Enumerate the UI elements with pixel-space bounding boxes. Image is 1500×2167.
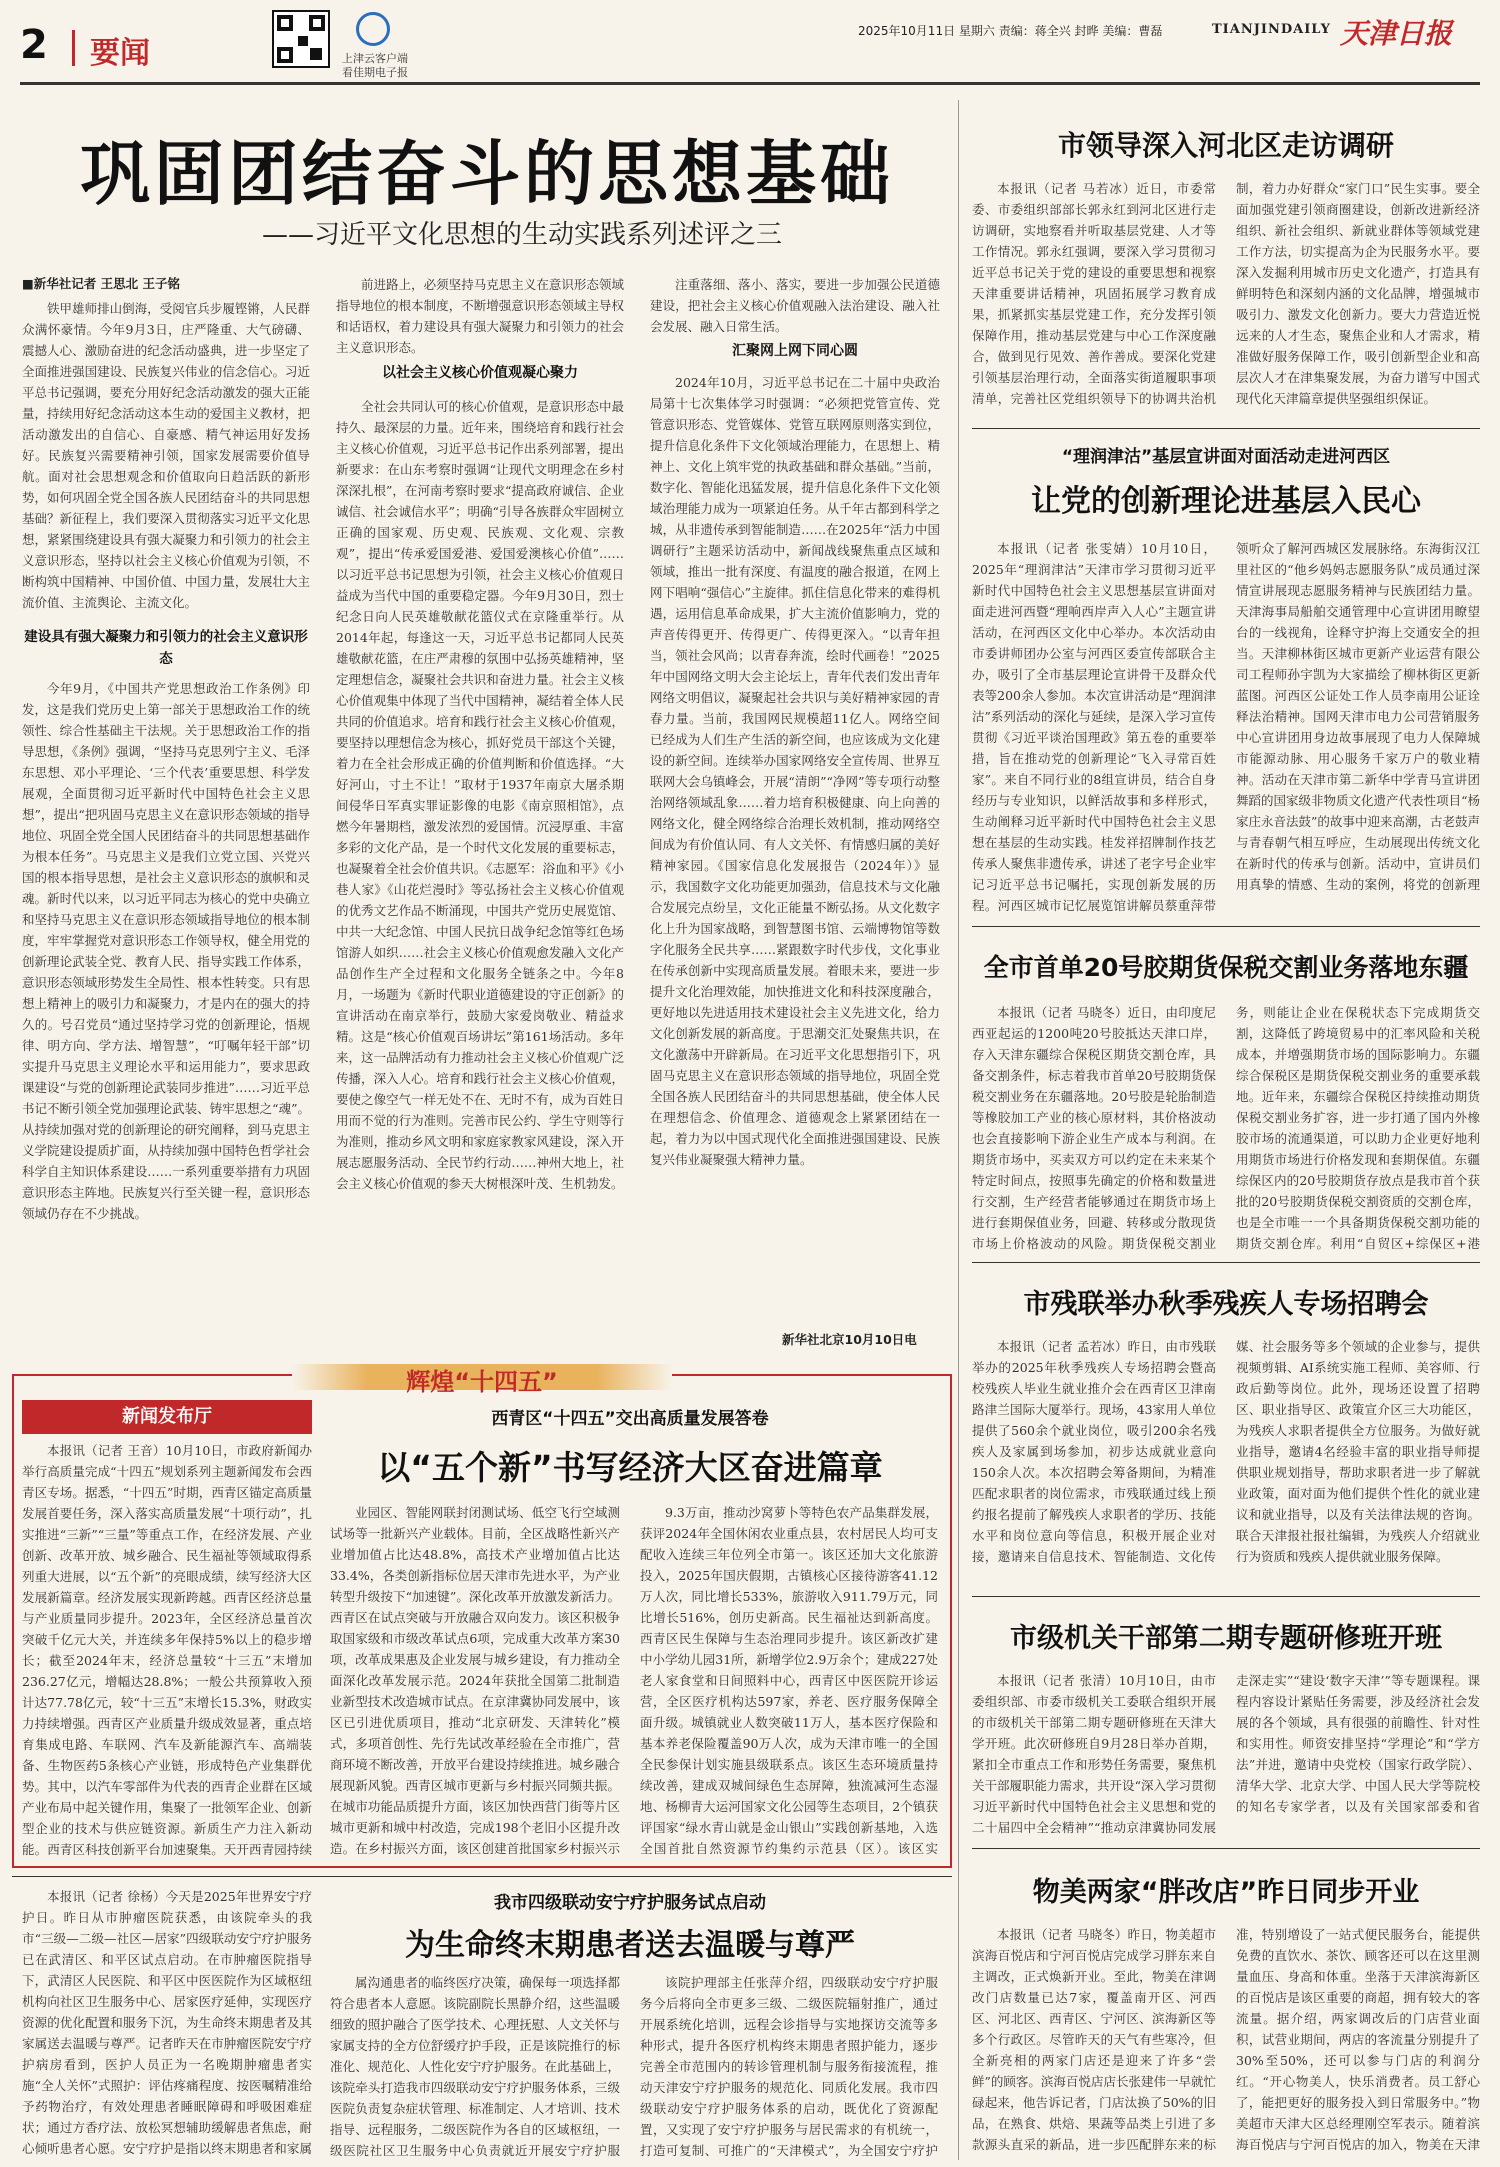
r7-col-3 (640, 1502, 938, 1860)
r7-col-2 (330, 1502, 620, 1860)
masthead-rule (20, 82, 1480, 85)
lead-dateline: 新华社北京10月10日电 (782, 1332, 917, 1347)
lead-col-1 (22, 298, 310, 626)
r7-paragraph: 9.3万亩，推动沙窝萝卜等特色农产品集群发展，获评2024年全国休闲农业重点县，农村居民人均可支配收入连续三年位列全市第一。该区还加大文化旅游投入，2025年国庆假期，古镇核心区接待游客41.12万人次，同比增长533%，旅游收入911.79万元，同比增长516%，创历史新高。民生福祉达到新高度。西青区民生保障与生态治理同步提升。该区新改扩建中小学幼儿园31所，新增学位2.9万余个；建成227处老人家食堂和日间照料中心，西青区中医医院开诊运营，全区医疗机构达597家，养老、医疗服务保障全面升级。城镇就业人数突破11万人，基本医疗保险和基本养老保险覆盖90万人次，成为天津市唯一的全国全民参保计划实施县级联系点。该区生态环境质量持续改善，建成双城间绿色生态屏障，独流减河生态湿地、杨柳青大运河国家文化公园等生态项目，2个镇获评国家“绿水青山就是金山银山”实践创新基地，入选全国首批自然资源节约集约示范县（区）。该区实 (640, 1505, 938, 1856)
r7-label: 新闻发布厅 (22, 1400, 312, 1434)
r1-paragraph: 本报讯（记者 马若冰）近日，市委常委、市委组织部部长郭永红到河北区进行走访调研，实地察看并听取基层党建、人才等工作情况。郭永红强调，要深入学习贯彻习近平总书记关于党的建设的重要思想和视察天津重要讲话精神，巩固拓展学习教育成果，抓紧抓实基层党建工作，充分发挥引领保障作用，推动基层党建与中心工作深度融合，做到见行见效、善作善成。要深化党建引领基层治理行动，全面落实街道履职事项清单，完善社区党组织领导下的协调共治机制，着力办好群众“家门口”民生实事。要全面加强党建引领商圈建设，创新改进新经济组织、新社会组织、新就业群体等领域党建工作方法，切实提高为企为民服务水平。要深入发掘利用城市历史文化遗产，打造具有鲜明特色和深刻内涵的文化品牌，增强城市吸引力、激发文化创新力。要大力营造近悦远来的人才生态，聚焦企业和人才需求，精准做好服务保障工作，吸引创新型企业和高层次人才在津集聚发展，为奋力谱写中国式现代化天津篇章提供坚强组织保证。 (972, 181, 1480, 406)
lead-subtitle: ——习近平文化思想的生动实践系列述评之三 (262, 220, 783, 250)
r1-title: 市领导深入河北区走访调研 (1057, 129, 1394, 162)
r2-paragraph: 本报讯（记者 张雯婧）10月10日，2025年“理润津沽”天津市学习贯彻习近平新时代中国特色社会主义思想基层宣讲面对面走进河西暨“理响西岸声入人心”主题宣讲活动，在河西区文化中心举办。本次活动由市委讲师团办公室与河西区委宣传部联合主办，吸引了全市基层理论宣讲骨干及群众代表等200余人参加。本次宣讲活动是“理润津沽”系列活动的深化与延续，是深入学习宣传贯彻《习近平谈治国理政》第五卷的重要举措，旨在推动党的创新理论“飞入寻常百姓家”。来自不同行业的8组宣讲员，结合自身经历与专业知识，以鲜活故事和多样形式，生动阐释习近平新时代中国特色社会主义思想在基层的生动实践。桂发祥招牌制作技艺传承人聚焦非遗传承，讲述了老字号企业牢记习近平总书记嘱托，实现创新发展的历程。河西区城市记忆展览馆讲解员蔡重萍带领听众了解河西城区发展脉络。东海街汉江里社区的“他乡妈妈志愿服务队”成员通过深情宣讲展现志愿服务精神与民族团结力量。天津海事局船舶交通管理中心宣讲团用瞭望台的一线视角，诠释守护海上交通安全的担当。天津柳林街区城市更新产业运营有限公司工程师孙宇凯为大家描绘了柳林街区更新蓝图。河西区公证处工作人员李南用公证诠释法治精神。国网天津市电力公司营销服务中心宣讲团用身边故事展现了电力人保障城市能源动脉、用心服务千家万户的敬业精神。活动在天津市第二新华中学青马宣讲团舞蹈的国家级非物质文化遗产代表性项目“杨家庄永音法鼓”的故事中迎来高潮，古老鼓声与青春朝气相互呼应，生动展现出传统文化在新时代的传承与创新。活动中，宣讲员们用真挚的情感、生动的案例，将党的创新理 (972, 541, 1480, 913)
r2-kicker: “理润津沽”基层宣讲面对面活动走进河西区 (1061, 447, 1391, 467)
r6-title: 物美两家“胖改店”昨日同步开业 (1032, 1877, 1420, 1908)
lead-paragraph: 全社会共同认可的核心价值观，是意识形态中最持久、最深层的力量。近年来，围绕培育和践行社会主义核心价值观，习近平总书记作出系列部署，提出新要求：在山东考察时强调“让现代文明理念在乡村深深扎根”，在河南考察时要求“提高政府诚信、企业诚信、社会诚信水平”；明确“引导各族群众牢固树立正确的国家观、历史观、民族观、文化观、宗教观”，提出“传承爱国爱港、爱国爱澳核心价值”……以习近平总书记思想为引领，社会主义核心价值观日益成为当代中国的重要稳定器。今年9月30日，烈士纪念日向人民英雄敬献花篮仪式在京隆重举行。从2014年起，每逢这一天，习近平总书记都同人民英雄敬献花篮，在庄严肃穆的氛围中弘扬英雄精神，坚定理想信念，凝聚社会共识和奋进力量。社会主义核心价值观集中体现了当代中国精神，凝结着全体人民共同的价值追求。培育和践行社会主义核心价值观，要坚持以理想信念为核心，抓好党员干部这个关键，着力在全社会形成正确的价值判断和价值选择。“大好河山，寸土不让！”取材于1937年南京大屠杀期间侵华日军真实罪证影像的电影《南京照相馆》，点燃今年暑期档，激发浓烈的爱国情。沉浸厚重、丰富多彩的文化产品，是一个时代文化发展的重要标志，也凝聚着全社会价值共识。《志愿军：浴血和平》《小巷人家》《山花烂漫时》等弘扬社会主义核心价值观的优秀文艺作品不断涌现，中国共产党历史展览馆、中共一大纪念馆、中国人民抗日战争纪念馆等红色场馆游人如织……社会主义核心价值观愈发融入文化产品创作生产全过程和文化服务全链条之中。今年8月，一场题为《新时代职业道德建设的守正创新》的宣讲活动在南京举行，鼓励大家爱岗敬业、精益求精。这是“核心价值观百场讲坛”第161场活动。多年来，这一品牌活动有力推动社会主义核心价值观广泛传播，深入人心。培育和践行社会主义核心价值观，要使之像空气一样无处不在、无时不有，成为百姓日用而不觉的行为准则。完善市民公约、学生守则等行为准则，推动乡风文明和家庭家教家风建设，深入开展志愿服务活动、全民节约行动……神州大地上，社会主义核心价值观的参天大树根深叶茂、生机勃发。 (336, 399, 624, 1191)
r6-paragraph: 本报讯（记者 马晓冬）昨日，物美超市滨海百悦店和宁河百悦店完成学习胖东来自主调改，正式焕新开业。至此，物美在津调改门店数量已达7家，覆盖南开区、河西区、河北区、西青区、宁河区、滨海新区等多个行政区。尽管昨天的天气有些寒冷，但全新亮相的两家门店还是迎来了许多“尝鲜”的顾客。滨海百悦店店长张建伟一早就忙碌起来，他告诉记者，门店汰换了50%的旧品，在熟食、烘焙、果蔬等品类上引进了多款源头直采的新品，进一步匹配胖东来的标准，特别增设了一站式便民服务台，能提供免费的直饮水、茶饮、顾客还可以在这里测量血压、身高和体重。坐落于天津滨海新区的百悦店是该区重要的商超，拥有较大的客流量。据介绍，两家调改后的门店营业面积，试营业期间，两店的客流量分别提升了30%至50%，还可以参与门店的利润分红。“开心物美人，快乐消费者。员工舒心了，能把更好的服务投入到日常服务中。”物美超市天津大区总经理刚空军表示。随着滨海百悦店与宁河百悦店的加入，物美在天津 (972, 1927, 1480, 2152)
qr-label-2: 看佳期电子报 (342, 66, 408, 79)
lead-col-3 (650, 274, 940, 337)
brand-cn: 天津日报 (1340, 17, 1453, 50)
lead-col-1b (22, 678, 310, 1350)
column-divider (958, 100, 959, 2160)
qr-code-icon (272, 10, 330, 68)
lead-paragraph: 2024年10月，习近平总书记在二十届中央政治局第十七次集体学习时强调：“必须把党管宣传、党管意识形态、党管媒体、党管互联网原则落实到位，提升信息化条件下文化领域治理能力，在思想上、精神上、文化上筑牢党的执政基础和群众基础。”当前，数字化、智能化迅猛发展，提升信息化条件下文化领域治理能力成为一项紧迫任务。从千年古都到科学之城，从非遗传承到智能制造……在2025年“活力中国调研行”主题采访活动中，新闻战线聚焦重点区域和领域，推出一批有深度、有温度的融合报道，在网上网下唱响“强信心”主旋律。抓住信息化带来的难得机遇，运用信息革命成果，扩大主流价值影响力，党的声音传得更开、传得更广、传得更深入。“以青年担当，领社会风尚；以青春奔流，绘时代画卷！”2025年中国网络文明大会主论坛上，青年代表们发出青年网络文明倡议，凝聚起社会共识与美好精神家园的青春力量。当前，我国网民规模超11亿人。网络空间已经成为人们生产生活的新空间，也应该成为文化建设的新空间。连续举办国家网络安全宣传周、世界互联网大会乌镇峰会，开展“清朗”“净网”等专项行动整治网络领域乱象……着力培育积极健康、向上向善的网络文化，健全网络综合治理长效机制，推动网络空间成为有价值认同、有人文关怀、有情感归属的美好精神家园。《国家信息化发展报告（2024年）》显示，我国数字文化功能更加强劲，信息技术与文化融合发展完点纷呈，文化正能量不断弘扬。从文化数字化上升为国家战略，到智慧图书馆、云端博物馆等数字化服务全民共享……紧跟数字时代步伐，文化事业在传承创新中实现高质量发展。着眼未来，要进一步提升文化治理效能，加快推进文化和科技深度融合，更好地以先进适用技术建设社会主义先进文化，给力文化创新发展的新高度。于思潮交汇处聚焦共识，在文化激荡中开辟新局。在习近平文化思想指引下，巩固马克思主义在意识形态领域的指导地位，巩固全党全国各族人民团结奋斗的共同思想基础，使全体人民在理想信念、价值理念、道德观念上紧紧团结在一起，着力为以中国式现代化全面推进强国建设、民族复兴伟业凝聚强大精神力量。 (650, 375, 940, 1167)
r4-body (972, 1336, 1480, 1588)
date-line: 2025年10月11日 星期六 责编：蒋全兴 封晔 美编：曹磊 (858, 24, 1163, 38)
lead-subhead-2: 以社会主义核心价值观凝心聚力 (382, 365, 578, 381)
r4-rule (972, 1596, 1480, 1597)
r8-col-3 (640, 1972, 938, 2158)
r2-body (972, 538, 1480, 916)
r7-paragraph: 本报讯（记者 王音）10月10日，市政府新闻办举行高质量完成“十四五”规划系列主题新闻发布会西青区专场。据悉，“十四五”时期，西青区锚定高质量发展首要任务，深入落实高质量发展“十项行动”，扎实推进“三新”“三量”等重点工作，在经济发展、产业创新、改革开放、城乡融合、民生福祉等领域取得系列重大进展，以“五个新”的亮眼成绩，续写经济大区发展新篇章。经济发展实现新跨越。西青区经济总量与产业质量同步提升。2023年，全区经济总量首次突破千亿元大关，并连续多年保持5%以上的稳步增长；截至2024年末，经济总量较“十三五”末增加236.27亿元，增幅达28.8%；一般公共预算收入预计达77.78亿元，较“十三五”末增长15.3%，财政实力持续增强。西青区产业质量升级成效显著，重点培育集成电路、车联网、汽车及新能源汽车、高端装备、生物医药5条核心产业链，形成特色产业集群优势。其中，以汽车零部件为代表的西青企业群在区域产业布局中起关键作用，集聚了一批领军企业、创新型企业的技术与供应链资源。新质生产力注入新动能。西青区科技创新平台加速聚集。天开西青园持续 (22, 1443, 312, 1857)
r8-kicker: 我市四级联动安宁疗护服务试点启动 (494, 1893, 766, 1913)
r3-title: 全市首单20号胶期货保税交割业务落地东疆 (983, 953, 1469, 982)
lead-title: 巩固团结奋斗的思想基础 (80, 133, 894, 215)
r7-kicker: 西青区“十四五”交出高质量发展答卷 (491, 1409, 769, 1429)
r8-paragraph: 属沟通患者的临终医疗决策，确保每一项选择都符合患者本人意愿。该院副院长黑静介绍，这些温暖细致的照护融合了医学技术、心理抚慰、人文关怀与家属支持的全方位舒缓疗护手段，正是该院推行的标准化、规范化、人性化安宁疗护服务。在此基础上，该院牵头打造我市四级联动安宁疗护服务体系，三级医院负责复杂症状管理、标准制定、人才培训、技术指导、远程服务，二级医院作为各自的区域枢纽，一级医院社区卫生服务中心负责就近开展安宁疗护服 (330, 1975, 620, 2158)
r4-title: 市残联举办秋季残疾人专场招聘会 (1023, 1289, 1429, 1320)
r8-title: 为生命终末期患者送去温暖与尊严 (405, 1928, 855, 1963)
r5-body (972, 1670, 1480, 1838)
r8-col-2 (330, 1972, 620, 2158)
r7-banner-text: 辉煌“十四五” (406, 1368, 558, 1396)
r7-paragraph: 业园区、智能网联封闭测试场、低空飞行空域测试场等一批新兴产业载体。目前，全区战略性新兴产业增加值占比达48.8%，高技术产业增加值占比达33.4%，各类创新指标位居天津市先进水平，为产业转型升级按下“加速键”。深化改革开放激发新活力。西青区在试点突破与开放融合双向发力。该区积极争取国家级和市级改革试点6项，完成重大改革方案30项，改革成果惠及企业发展与城乡建设，有力推动全面深化改革发展示范。2024年获批全国第二批制造业新型技术改造城市试点。在京津冀协同发展中，该区已引进优质项目，推动“北京研发、天津转化”模式，多项首创性、先行先试改革经验在全市推广，营商环境不断改善，开放平台建设持续推进。城乡融合展现新风貌。西青区城市更新与乡村振兴同频共振。在城市功能品质提升方面，该区加快西营门街等片区城市更新和城中村改造，完成198个老旧小区提升改造。在乡村振兴方面，该区创建首批国家乡村振兴示 (330, 1505, 620, 1856)
brand-en: TIANJINDAILY (1212, 22, 1331, 37)
r3-paragraph: 本报讯（记者 马晓冬）近日，由印度尼西亚起运的1200吨20号胶抵达天津口岸，存入天津东疆综合保税区期货交割仓库，具备交割条件，标志着我市首单20号胶期货保税交割业务在东疆落地。20号胶是轮胎制造等橡胶加工产业的核心原材料，其价格波动也会直接影响下游企业生产成本与利润。在期货市场中，买卖双方可以约定在未来某个特定时间点，按照事先确定的价格和数量进行交割，生产经营者能够通过在期货市场上进行套期保值业务，回避、转移或分散现货市场上价格波动的风险。期货保税交割业务，则能让企业在保税状态下完成期货交割，这降低了跨境贸易中的汇率风险和关税成本，并增强期货市场的国际影响力。东疆综合保税区是期货保税交割业务的重要承载地。近年来，东疆综合保税区持续推动期货保税交割业务扩容，进一步打通了国内外橡胶市场的流通渠道，可以助力企业更好地利用期货市场进行价格发现和套期保值。东疆综保区内的20号胶期货存放点是我市首个获批的20号胶期货保税交割资质的交割仓库，也是全市唯一一个具备期货保税交割功能的期货交割仓库。利用“自贸区+综保区+港 (972, 1005, 1480, 1251)
lead-col-2 (336, 274, 624, 358)
masthead (0, 0, 1500, 84)
r3-rule (972, 1262, 1480, 1263)
r7-col-1 (22, 1440, 312, 1860)
r6-body (972, 1924, 1480, 2156)
r8-col-1 (22, 1886, 312, 2158)
lead-paragraph: 前进路上，必须坚持马克思主义在意识形态领域指导地位的根本制度，不断增强意识形态领域主导权和话语权，着力建设具有强大凝聚力和引领力的社会主义意识形态。 (336, 277, 624, 355)
r8-rule (12, 1876, 952, 1877)
qr-label-1: 上津云客户端 (342, 52, 408, 65)
r8-paragraph: 本报讯（记者 徐杨）今天是2025年世界安宁疗护日。昨日从市肿瘤医院获悉，由该院牵头的我市“三级—二级—社区—居家”四级联动安宁疗护服务已在武清区、和平区试点启动。在市肿瘤医院指导下，武清区人民医院、和平区中医医院作为区域枢纽机构向社区卫生服务中心、居家医疗延伸，实现医疗资源的优化配置和服务下沉，为生命终末期患者及其家属送去温暖与尊严。记者昨天在市肿瘤医院安宁疗护病房看到，医护人员正为一名晚期肿瘤患者实施“全人关怀”式照护：评估疼痛程度、按医嘱精准给予药物治疗，有效处理患者睡眠障碍和呼吸困难症状；通过方香疗法、放松冥想辅助缓解患者焦虑，耐心倾听患者心愿。安宁疗护是指以终末期患者和家属 (22, 1889, 312, 2156)
lead-col-3b (650, 372, 940, 1326)
r1-rule (972, 428, 1480, 429)
r7-title: 以“五个新”书写经济大区奋进篇章 (377, 1448, 883, 1487)
lead-byline: ■新华社记者 王思北 王子铭 (22, 276, 181, 291)
r3-body (972, 1002, 1480, 1254)
page-number: 2 (20, 22, 48, 68)
page-number-divider (72, 30, 75, 66)
lead-col-2b (336, 396, 624, 1354)
r1-body (972, 178, 1480, 418)
client-logo-icon (356, 12, 390, 46)
lead-paragraph: 注重落细、落小、落实，要进一步加强公民道德建设，把社会主义核心价值观融入法治建设、融入社会发展、融入日常生活。 (650, 277, 940, 334)
lead-paragraph: 铁甲雄师排山倒海，受阅官兵步履铿锵，人民群众满怀豪情。今年9月3日，庄严隆重、大气磅礴、震撼人心、激励奋进的纪念活动盛典，进一步坚定了全面推进强国建设、民族复兴伟业的信念信心。习近平总书记强调，要充分用好纪念活动激发的强大正能量，持续用好纪念活动这本生动的爱国主义教材，把活动激发出的自信心、自豪感、精气神运用好发扬好。民族复兴需要精神引领，国家发展需要价值导航。面对社会思想观念和价值取向日趋活跃的新形势，如何巩固全党全国各族人民团结奋斗的共同思想基础？新征程上，我们要深入贯彻落实习近平文化思想，紧紧围绕建设具有强大凝聚力和引领力的社会主义意识形态，坚持以社会主义核心价值观为引领，不断构筑中国精神、中国价值、中国力量，发展壮大主流价值、主流舆论、主流文化。 (22, 301, 310, 610)
r2-rule (972, 926, 1480, 927)
lead-subhead-3: 汇聚网上网下同心圆 (732, 343, 858, 359)
r2-title: 让党的创新理论进基层入民心 (1031, 484, 1421, 519)
lead-paragraph: 今年9月，《中国共产党思想政治工作条例》印发，这是我们党历史上第一部关于思想政治工作的统领性、综合性基础主干法规。关于思想政治工作的指导思想，《条例》强调，“坚持马克思列宁主义、毛泽东思想、邓小平理论、‘三个代表’重要思想、科学发展观，全面贯彻习近平新时代中国特色社会主义思想”，提出“把巩固马克思主义在意识形态领域的指导地位、巩固全党全国人民团结奋斗的共同思想基础作为根本任务”。马克思主义是我们立党立国、兴党兴国的根本指导思想，是社会主义意识形态的旗帜和灵魂。新时代以来，以习近平同志为核心的党中央确立和坚持马克思主义在意识形态领域指导地位的根本制度，牢牢掌握党对意识形态工作领导权，健全用党的创新理论武装全党、教育人民、指导实践工作体系，意识形态领域形势发生全局性、根本性转变。只有思想上精神上的吸引力和凝聚力，才是内在的强大的持久的。号召党员“通过坚持学习党的创新理论，悟规律、明方向、学方法、增智慧”，“叮嘱年轻干部”切实提升马克思主义理论水平和运用能力”，要求思政课建设“与党的创新理论武装同步推进”……习近平总书记不断引领全党加强理论武装、铸牢思想之“魂”。从持续加强对党的创新理论的研究阐释，到马克思主义学院建设提质扩面，从持续加强中国特色哲学社会科学自主知识体系建设……一系列重要举措有力巩固意识形态主阵地。民族复兴行至关键一程，意识形态领域仍存在不少挑战。 (22, 681, 310, 1221)
r8-paragraph: 该院护理部主任张萍介绍，四级联动安宁疗护服务今后将向全市更多三级、二级医院辐射推广，通过开展系统化培训，远程会诊指导与实地探访交流等多种形式，提升各医疗机构终末期患者照护能力，逐步完善全市范围内的转诊管理机制与服务衔接流程，推动天津安宁疗护服务的规范化、同质化发展。我市四级联动安宁疗护服务体系的启动，既优化了资源配置，又实现了安宁疗护服务与居民需求的有机统一，打造可复制、可推广的“天津模式”，为全国安宁疗护 (640, 1975, 938, 2158)
r5-rule (972, 1848, 1480, 1849)
lead-subhead-1: 建设具有强大凝聚力和引领力的社会主义意识形态 (24, 629, 308, 667)
section-label: 要闻 (90, 36, 150, 71)
r7-banner (292, 1358, 672, 1396)
r5-paragraph: 本报讯（记者 张清）10月10日，由市委组织部、市委市级机关工委联合组织开展的市级机关干部第二期专题研修班在天津大学开班。此次研修班自9月28日举办首期，紧扣全市重点工作和形势任务需要，聚焦机关干部履职能力需求，共开设“深入学习贯彻习近平新时代中国特色社会主义思想和党的二十届四中全会精神”“推动京津冀协同发展走深走实”“建设‘数字天津’”等专题课程。课程内容设计紧贴任务需要，涉及经济社会发展的各个领域，具有很强的前瞻性、针对性和实用性。师资安排坚持“学理论”和“学方法”并进，邀请中央党校（国家行政学院）、清华大学、北京大学、中国人民大学等院校的知名专家学者，以及有关国家部委和省 (972, 1673, 1480, 1835)
r4-paragraph: 本报讯（记者 孟若冰）昨日，由市残联举办的2025年秋季残疾人专场招聘会暨高校残疾人毕业生就业推介会在西青区卫津南路津兰国际大厦举行。现场，43家用人单位提供了560余个就业岗位，吸引200余名残疾人及家属到场参加，初步达成就业意向150余人次。本次招聘会筹备期间，为精准匹配求职者的岗位需求，市残联通过线上预约报名提前了解残疾人求职者的学历、技能水平和岗位意向等信息，积极开展企业对接，邀请来自信息技术、智能制造、文化传媒、社会服务等多个领域的企业参与，提供视频剪辑、AI系统实施工程师、美容师、行政后勤等岗位。此外，现场还设置了招聘区、职业指导区、政策宣介区三大功能区，为残疾人求职者提供全方位服务。为做好就业指导，邀请4名经验丰富的职业指导师提供职业规划指导，帮助求职者进一步了解就业政策，面对面为他们提供个性化的就业建议和就业指导，以及有关法律法规的咨询。联合天津报社报社编辑，为残疾人介绍就业行为资质和残疾人提供就业服务保障。 (972, 1339, 1480, 1564)
r5-title: 市级机关干部第二期专题研修班开班 (1010, 1623, 1442, 1654)
